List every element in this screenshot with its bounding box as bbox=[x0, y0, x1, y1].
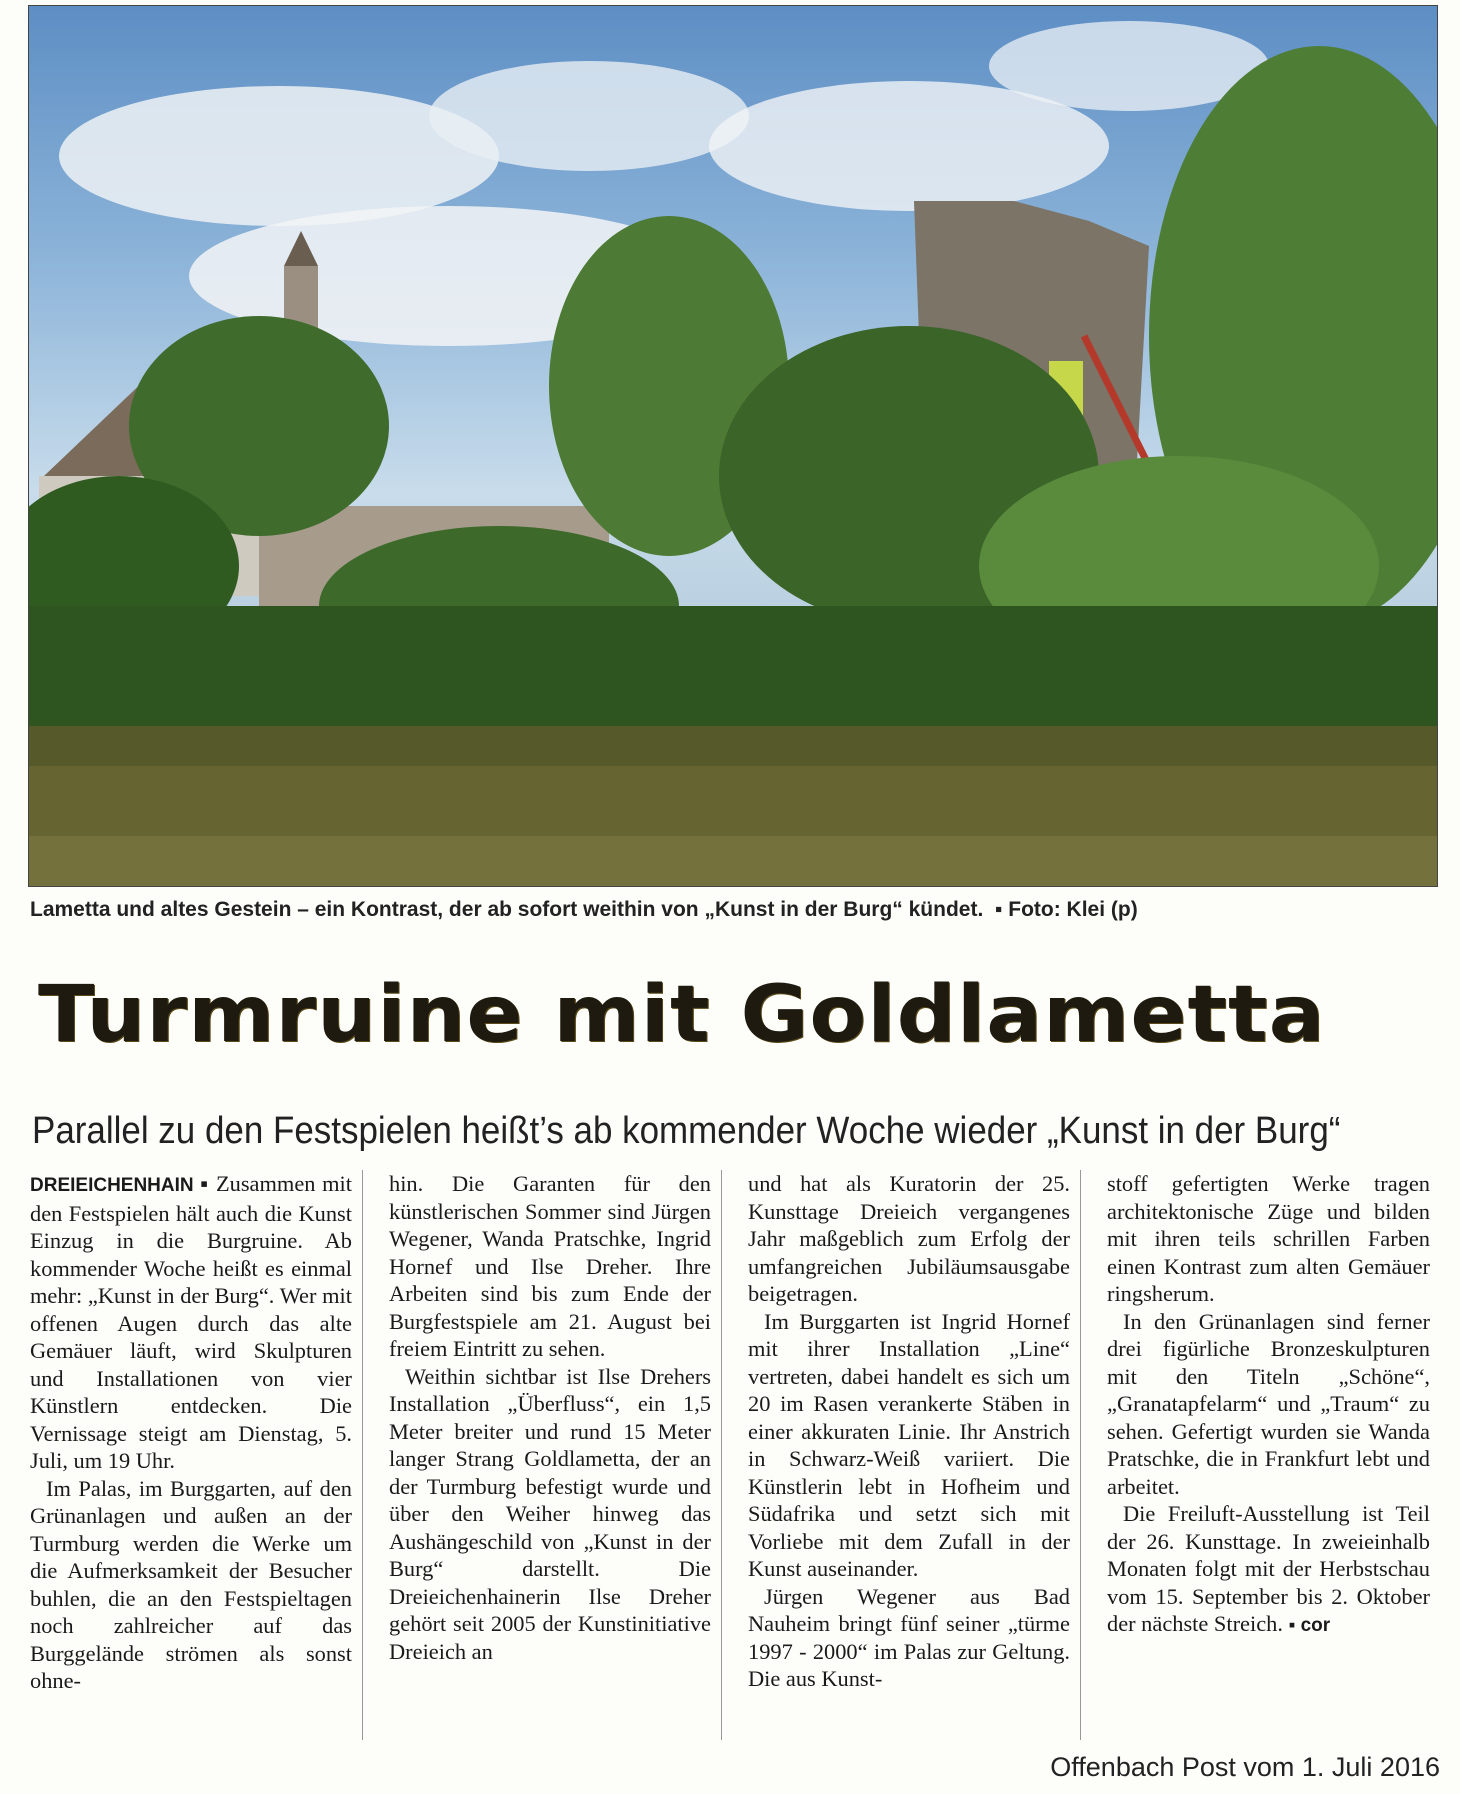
paragraph: Weithin sichtbar ist Ilse Drehers Installation „Überfluss“, ein 1,5 Meter breiter und rund 15 Meter langer Strang Goldlametta, der an der Turmburg befestigt wurde und über den Weiher hinweg das Aushängeschild von „Kunst in der Burg“ darstellt. Die Dreieichenhainerin Ilse Dreher gehört seit 2005 der Kunstinitiative Dreieich an bbox=[389, 1363, 711, 1664]
photo-illustration bbox=[29, 6, 1437, 886]
paragraph: hin. Die Garanten für den künstlerischen Sommer sind Jürgen Wegener, Wanda Pratschke, Ingrid Hornef und Ilse Dreher. Ihre Arbeiten sind bis zum Ende der Burgfestspiele am 21. August bei freiem Eintritt zu sehen. bbox=[389, 1171, 711, 1361]
paragraph-text: Die Freiluft-Ausstellung ist Teil der 26. Kunsttage. In zweieinhalb Monaten folgt mit der Herbstschau vom 15. September bis 2. Oktober der nächste Streich. bbox=[1107, 1501, 1430, 1636]
paragraph: und hat als Kuratorin der 25. Kunsttage Dreieich vergangenes Jahr maßgeblich zum Erfolg der umfangreichen Jubiläumsausgabe beigetragen. bbox=[748, 1171, 1070, 1306]
article-column-2 bbox=[389, 1170, 722, 1740]
publication-source: Offenbach Post vom 1. Juli 2016 bbox=[1050, 1752, 1440, 1782]
paragraph bbox=[30, 1170, 352, 1475]
caption-text: Lametta und altes Gestein – ein Kontrast, der ab sofort weithin von „Kunst in der Burg“ kündet. bbox=[30, 898, 984, 921]
paragraph: Im Burggarten ist Ingrid Hornef mit ihrer Installation „Line“ vertreten, dabei handelt es sich um 20 im Rasen verankerte Stäben in einer akkuraten Linie. Ihr Anstrich in Schwarz-Weiß variiert. Die Künstlerin lebt in Hofheim und Südafrika und setzt sich mit Vorliebe mit dem Zufall in der Kunst auseinander. bbox=[748, 1308, 1070, 1581]
subheadline: Parallel zu den Festspielen heißt’s ab kommender Woche wieder „Kunst in der Burg“ bbox=[32, 1110, 1341, 1152]
castle-pond-photo bbox=[28, 5, 1438, 887]
photo-caption bbox=[30, 898, 1430, 922]
photo-credit: ▪ Foto: Klei (p) bbox=[994, 898, 1138, 921]
article-column-1 bbox=[30, 1170, 363, 1740]
dateline: DREIEICHENHAIN bbox=[30, 1175, 194, 1196]
paragraph: In den Grünanlagen sind ferner drei figürliche Bronzeskulpturen mit den Titeln „Schöne“, „Granatapfelarm“ und „Traum“ zu sehen. Gefertigt wurden sie Wanda Pratschke, die in Frankfurt lebt und arbeitet. bbox=[1107, 1308, 1430, 1499]
paragraph: stoff gefertigten Werke tragen architektonische Züge und bilden mit ihren teils schrillen Farben einen Kontrast zum alten Gemäuer ringsherum. bbox=[1107, 1171, 1430, 1306]
article-column-4 bbox=[1107, 1170, 1440, 1740]
article-body bbox=[30, 1170, 1440, 1740]
article-column-3 bbox=[748, 1170, 1081, 1740]
paragraph: Im Palas, im Burggarten, auf den Grünanlagen und außen an der Turmburg werden die Werke um die Aufmerksamkeit der Besucher buhlen, die an den Festspieltagen noch zahlreicher auf das Burggelände strömen als sonst ohne- bbox=[30, 1475, 352, 1693]
paragraph: Jürgen Wegener aus Bad Nauheim bringt fünf seiner „türme 1997 - 2000“ im Palas zur Geltung. Die aus Kunst- bbox=[748, 1583, 1070, 1691]
paragraph-text: ▪ Zusammen mit den Festspielen hält auch die Kunst Einzug in die Burgruine. Ab kommender Woche heißt es einmal mehr: „Kunst in der Burg“. Wer mit offenen Augen durch das alte Gemäuer läuft, wird Skulpturen und Installationen von vier Künstlern entdecken. Die Vernissage steigt am Dienstag, 5. Juli, um 19 Uhr. bbox=[30, 1171, 352, 1473]
headline: Turmruine mit Goldlametta bbox=[38, 970, 1326, 1060]
paragraph bbox=[1107, 1500, 1430, 1640]
author-signature: ▪ cor bbox=[1288, 1615, 1331, 1636]
